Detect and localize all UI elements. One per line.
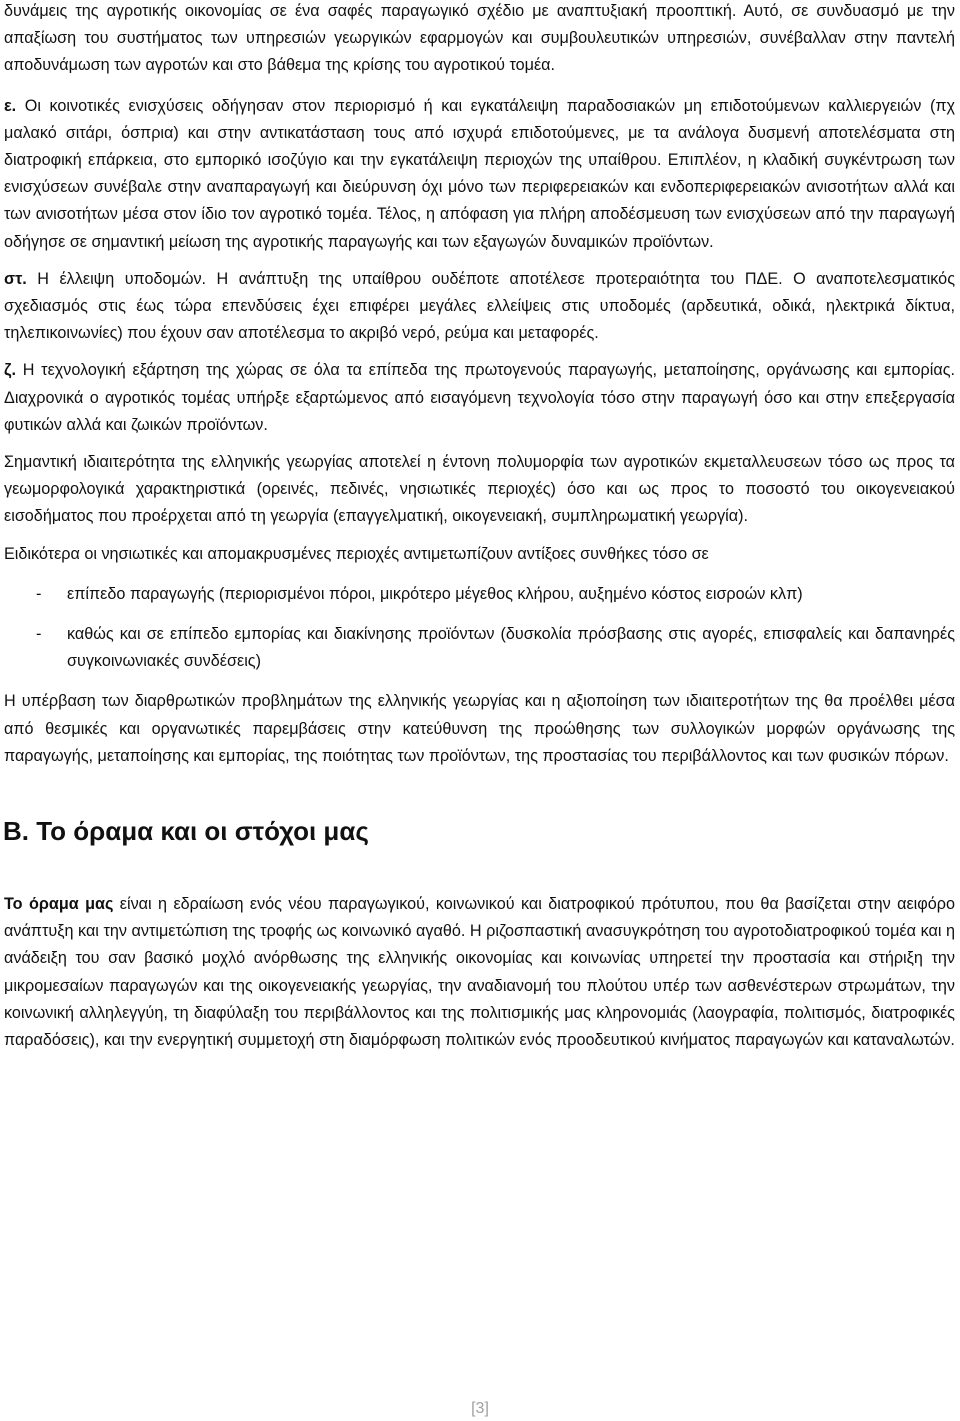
document-body [4, 0, 955, 1054]
page-number: [3] [471, 1400, 489, 1417]
item-z-paragraph [4, 357, 955, 439]
item-st-text: Η έλλειψη υποδομών. Η ανάπτυξη της υπαίθρου ουδέποτε αποτέλεσε προτεραιότητα του ΠΔΕ. Ο αναποτελεσματικός σχεδιασμός στις έως τώρα επενδύσεις έχει επιφέρει μεγάλες ελλείψεις στις υποδομές (αρδευτικά, οδικά, ηλεκτρικά δίκτυα, τηλεπικοινωνίες) που έχουν σαν αποτέλεσμα το ακριβό νερό, ρεύμα και μεταφορές. [4, 269, 955, 343]
list-item [4, 581, 955, 608]
overcome-paragraph: Η υπέρβαση των διαρθρωτικών προβλημάτων της ελληνικής γεωργίας και η αξιοποίηση των ιδιαιτεροτήτων της θα προέλθει μέσα από θεσμικές και οργανωτικές παρεμβάσεις στην κατεύθυνση της προώθησης των συλλογικών μορφών οργάνωσης της παραγωγής, μεταποίησης και εμπορίας, της ποιότητας των προϊόντων, της προστασίας του περιβάλλοντος και των φυσικών πόρων. [4, 692, 955, 765]
vision-lead: Το όραμα μας [4, 895, 114, 914]
item-e-text: Οι κοινοτικές ενισχύσεις οδήγησαν στον περιορισμό ή και εγκατάλειψη παραδοσιακών μη επιδοτούμενων καλλιεργειών (πχ μαλακό σιτάρι, όσπρια) και στην αντικατάσταση τους από ισχυρά επιδοτούμενες, με τα ανάλογα δυσμενή αποτελέσματα στη διατροφική επάρκεια, στο εμπορικό ισοζύγιο και την εγκατάλειψη περιοχών της υπαίθρου. Επιπλέον, η κλαδική συγκέντρωση των ενισχύσεων συνέβαλε στην αναπαραγωγή και διεύρυνση όχι μόνο των περιφερειακών και ενδοπεριφερειακών ανισοτήτων αλλά και των ανισοτήτων μέσα στον ίδιο τον αγροτικό τομέα. Τέλος, η απόφαση για πλήρη αποδέσμευση των ενισχύσεων από την παραγωγή οδήγησε σε σημαντική μείωση της αγροτικής παραγωγής και των εξαγωγών δυναμικών προϊόντων. [4, 96, 955, 251]
item-st-marker: στ. [4, 269, 27, 288]
diversity-paragraph: Σημαντική ιδιαιτερότητα της ελληνικής γεωργίας αποτελεί η έντονη πολυμορφία των αγροτικών εκμεταλλευσεων τόσο ως προς τα γεωμορφολογικά χαρακτηριστικά (ορεινές, πεδινές, νησιωτικές περιοχές) όσο και ως προς το ποσοστό του οικογενειακού εισοδήματος που προέρχεται από τη γεωργία (επαγγελματική, οικογενειακή, συμπληρωματική γεωργία). [4, 453, 955, 526]
list-dash: - [36, 584, 42, 603]
vision-paragraph [4, 891, 955, 1054]
item-z-text: Η τεχνολογική εξάρτηση της χώρας σε όλα τα επίπεδα της πρωτογενούς παραγωγής, μεταποίησης, οργάνωσης και εμπορίας. Διαχρονικά ο αγροτικός τομέας υπήρξε εξαρτώμενος από εισαγόμενη τεχνολογία τόσο στην παραγωγή όσο και στην επεξεργασία φυτικών αλλά και ζωικών προϊόντων. [4, 361, 955, 434]
islands-paragraph: Ειδικότερα οι νησιωτικές και απομακρυσμένες περιοχές αντιμετωπίζουν αντίξοες συνθήκες τόσο σε [4, 544, 709, 563]
item-z-marker: ζ. [4, 361, 16, 380]
item-e-paragraph [4, 93, 955, 256]
item-st-paragraph [4, 266, 955, 348]
constraints-list [4, 581, 955, 676]
list-dash: - [36, 625, 42, 644]
list-item [4, 621, 955, 675]
vision-text: είναι η εδραίωση ενός νέου παραγωγικού, κοινωνικού και διατροφικού πρότυπου, που θα βασίζεται στην αειφόρο ανάπτυξη και την αντιμετώπιση της τροφής ως κοινωνικό αγαθό. Η ριζοσπαστική ανασυγκρότηση του αγροτοδιατροφικού τομέα και η ανάδειξη του σαν βασικό μοχλό ανόρθωσης της ελληνικής οικονομίας και κοινωνίας υπηρετεί την προστασία και στήριξη την μικρομεσαίων παραγωγών και της οικογενειακής γεωργίας, την αναδιανομή του πλούτου υπέρ των ασθενέστερων στρωμάτων, την κοινωνική αλληλεγγύη, τη διαφύλαξη του περιβάλλοντος και της πολιτισμικής μας κληρονομιάς (λαογραφία, πολιτισμός, διατροφικές παραδόσεις), και την ενεργητική συμμετοχή στη διαμόρφωση πολιτικών ενός προοδευτικού κινήματος παραγωγών και καταναλωτών. [4, 895, 955, 1050]
item-e-marker: ε. [4, 96, 17, 115]
section-heading: Β. Το όραμα και οι στόχοι μας [3, 816, 369, 847]
list-item-text: καθώς και σε επίπεδο εμπορίας και διακίνησης προϊόντων (δυσκολία πρόσβασης στις αγορές, επισφαλείς και δαπανηρές συγκοινωνιακές συνδέσεις) [67, 625, 955, 671]
intro-paragraph: δυνάμεις της αγροτικής οικονομίας σε ένα σαφές παραγωγικό σχέδιο με αναπτυξιακή προοπτική. Αυτό, σε συνδυασμό με την απαξίωση του συστήματος των υπηρεσιών γεωργικών εφαρμογών και συμβουλευτικών υπηρεσιών, συνέβαλλαν στην παντελή αποδυνάμωση των αγροτών και στο βάθεμα της κρίσης του αγροτικού τομέα. [4, 2, 955, 75]
list-item-text: επίπεδο παραγωγής (περιορισμένοι πόροι, μικρότερο μέγεθος κλήρου, αυξημένο κόστος εισροών κλπ) [67, 584, 803, 603]
